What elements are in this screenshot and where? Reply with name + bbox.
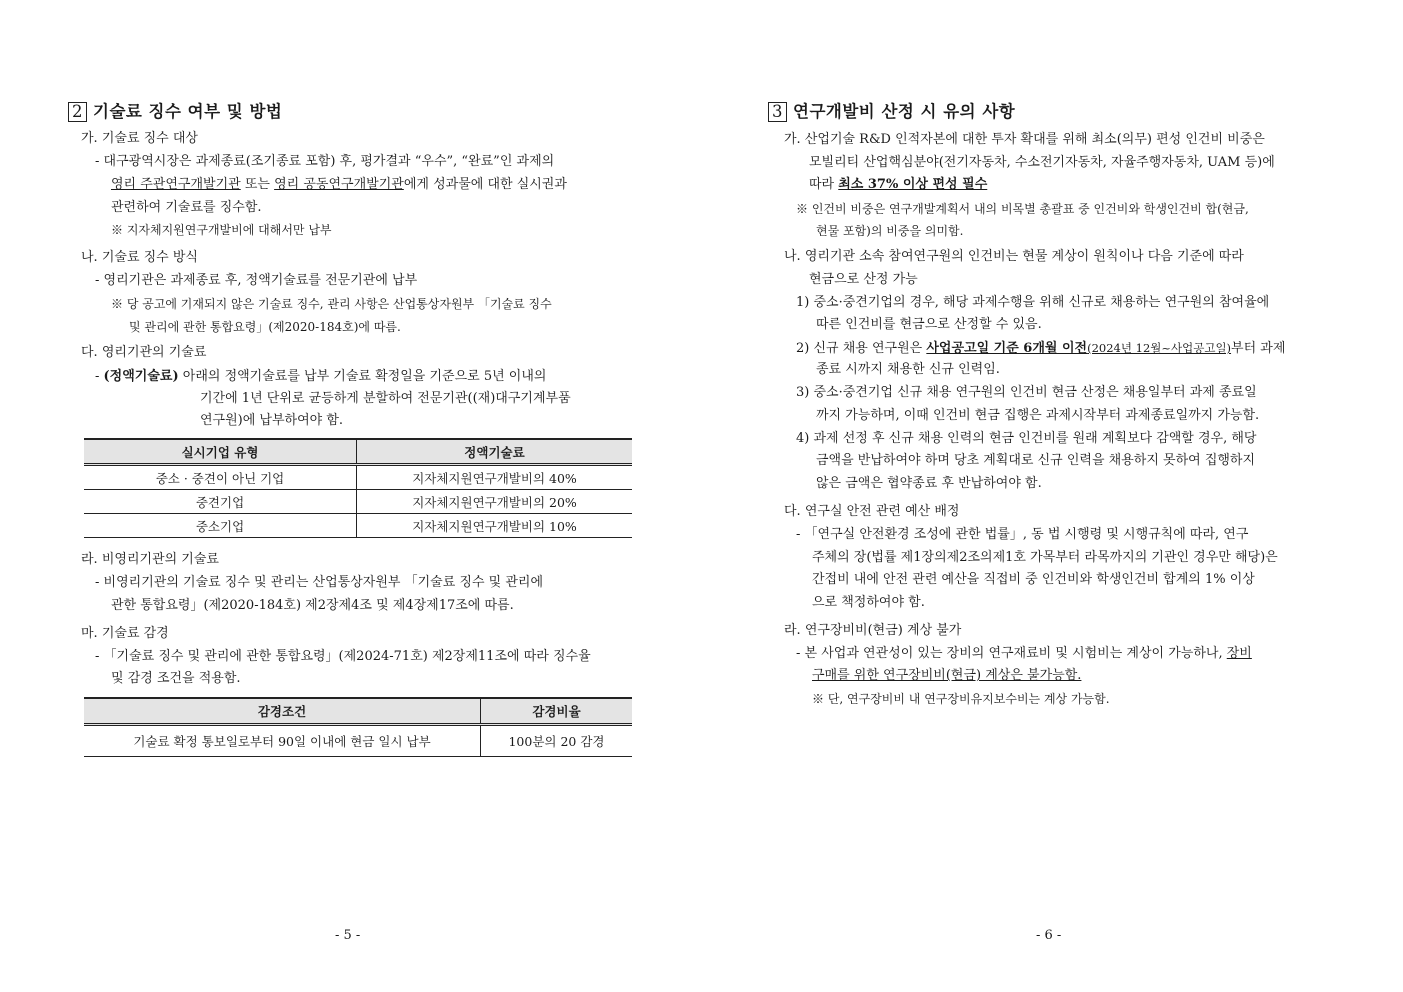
table-header: 정액기술료: [357, 439, 633, 465]
flat-fee-table: [84, 438, 632, 538]
heading-na: 나. 기술료 징수 방식: [81, 250, 198, 265]
emphasis-text: 사업공고일 기준 6개월 이전: [926, 341, 1088, 356]
note: ※ 지자체지원연구개발비에 대해서만 납부: [111, 223, 332, 237]
underlined-text: 영리 공동연구개발기관: [274, 177, 404, 192]
paragraph-line: - 비영리기관의 기술료 징수 및 관리는 산업통상자원부 「기술료 징수 및 관리에: [95, 575, 544, 590]
table-cell: 중소기업: [84, 514, 357, 538]
table-row: [84, 725, 632, 757]
emphasis-text: 최소 37% 이상 편성 필수: [838, 177, 988, 192]
table-header: 실시기업 유형: [84, 439, 357, 465]
note: ※ 단, 연구장비비 내 연구장비유지보수비는 계상 가능함.: [812, 692, 1110, 706]
paragraph-line: 가. 산업기술 R&D 인적자본에 대한 투자 확대를 위해 최소(의무) 편성 인건비 비중은: [784, 132, 1265, 147]
paragraph-line: 나. 영리기관 소속 참여연구원의 인건비는 현물 계상이 원칙이나 다음 기준에 따라: [784, 249, 1244, 264]
paragraph-line: 간접비 내에 안전 관련 예산을 직접비 중 인건비와 학생인건비 합계의 1% 이상: [812, 572, 1255, 587]
list-item: 4) 과제 선정 후 신규 채용 인력의 현금 인건비를 원래 계획보다 감액할 경우, 해당: [796, 431, 1257, 446]
paragraph-line: 모빌리티 산업핵심분야(전기자동차, 수소전기자동차, 자율주행자동차, UAM 등)에: [809, 155, 1275, 170]
paragraph-line: 연구원)에 납부하여야 함.: [200, 413, 344, 428]
note: 및 관리에 관한 통합요령」(제2020-184호)에 따름.: [129, 320, 401, 334]
reduction-table: [84, 697, 632, 757]
paragraph-line: 관련하여 기술료를 징수함.: [111, 200, 262, 215]
paragraph-line: - 「연구실 안전환경 조성에 관한 법률」, 동 법 시행령 및 시행규칙에 따라, 연구: [796, 527, 1249, 542]
list-item: 3) 중소·중견기업 신규 채용 연구원의 인건비 현금 산정은 채용일부터 과제 종료일: [796, 385, 1257, 400]
heading-ra: 라. 비영리기관의 기술료: [81, 552, 219, 567]
underlined-text: 구매를 위한 연구장비비(현금) 계상은 불가능함.: [812, 668, 1082, 683]
table-cell: 100분의 20 감경: [481, 725, 633, 757]
text: 에게 성과물에 대한 실시권과: [403, 177, 567, 192]
section-title-rd-cost: [768, 98, 1015, 122]
heading-ra: 라. 연구장비비(현금) 계상 불가: [784, 623, 962, 638]
table-cell: 중소 · 중견이 아닌 기업: [84, 465, 357, 490]
paragraph-line: 으로 책정하여야 함.: [812, 595, 925, 610]
paragraph-line: - 영리기관은 과제종료 후, 정액기술료를 전문기관에 납부: [95, 273, 418, 288]
text: 아래의 정액기술료를 납부 기술료 확정일을 기준으로 5년 이내의: [178, 369, 547, 384]
page-number: - 6 -: [1036, 928, 1062, 943]
list-item: 1) 중소·중견기업의 경우, 해당 과제수행을 위해 신규로 채용하는 연구원의 참여율에: [796, 295, 1270, 310]
underlined-text: 영리 주관연구개발기관: [111, 177, 241, 192]
list-item: 따른 인건비를 현금으로 산정할 수 있음.: [816, 317, 1042, 332]
table-row: [84, 514, 632, 538]
dash: -: [95, 369, 104, 384]
heading-ma: 마. 기술료 감경: [81, 626, 169, 641]
list-item: 종료 시까지 채용한 신규 인력임.: [816, 362, 1000, 377]
paragraph-line: [95, 369, 546, 385]
list-item: 까지 가능하며, 이때 인건비 현금 집행은 과제시작부터 과제종료일까지 가능함.: [816, 408, 1260, 423]
table-row: [84, 465, 632, 490]
page-number: - 5 -: [335, 928, 361, 943]
paragraph-line: 주체의 장(법률 제1장의제2조의제1호 가목부터 라목까지의 기관인 경우만 해당)은: [812, 550, 1278, 565]
text: 부터 과제: [1231, 341, 1286, 356]
section-title-text: 연구개발비 산정 시 유의 사항: [793, 102, 1016, 121]
underlined-text: (2024년 12월~사업공고일): [1087, 341, 1232, 355]
section-title-text: 기술료 징수 여부 및 방법: [93, 102, 283, 121]
paragraph-line: [796, 646, 1252, 662]
note: 현물 포함)의 비중을 의미함.: [816, 224, 964, 238]
table-header: 감경비율: [481, 698, 633, 725]
text: 따라: [809, 177, 839, 192]
list-item: 않은 금액은 협약종료 후 반납하여야 함.: [816, 476, 1042, 491]
paragraph-line: 관한 통합요령」(제2020-184호) 제2장제4조 및 제4장제17조에 따름.: [111, 598, 514, 613]
text: 또는: [240, 177, 275, 192]
section-number: 3: [768, 102, 787, 122]
paragraph-line: [809, 177, 987, 193]
paragraph-line: [812, 668, 1081, 684]
table-header: 감경조건: [84, 698, 481, 725]
table-cell: 지자체지원연구개발비의 20%: [357, 490, 633, 514]
paragraph-line: [111, 177, 567, 193]
page-left: [0, 0, 701, 992]
paragraph-line: 및 감경 조건을 적용함.: [111, 671, 241, 686]
page-right: [702, 0, 1403, 992]
underlined-text: 장비: [1226, 646, 1252, 661]
bold-label: (정액기술료): [103, 369, 179, 384]
table-cell: 지자체지원연구개발비의 40%: [357, 465, 633, 490]
paragraph-line: 기간에 1년 단위로 균등하게 분할하여 전문기관((재)대구기계부품: [200, 391, 571, 406]
list-item: 금액을 반납하여야 하며 당초 계획대로 신규 인력을 채용하지 못하여 집행하지: [816, 453, 1256, 468]
table-cell: 중견기업: [84, 490, 357, 514]
table-cell: 기술료 확정 통보일로부터 90일 이내에 현금 일시 납부: [84, 725, 481, 757]
table-row: [84, 490, 632, 514]
paragraph-line: - 대구광역시장은 과제종료(조기종료 포함) 후, 평가결과 “우수”, “완료”인 과제의: [95, 154, 555, 169]
heading-da: 다. 영리기관의 기술료: [81, 345, 207, 360]
paragraph-line: 현금으로 산정 가능: [809, 272, 918, 287]
text: 2) 신규 채용 연구원은: [796, 341, 927, 356]
paragraph-line: - 「기술료 징수 및 관리에 관한 통합요령」(제2024-71호) 제2장제11조에 따라 징수율: [95, 649, 591, 664]
note: ※ 인건비 비중은 연구개발계획서 내의 비목별 총괄표 중 인건비와 학생인건비 합(현금,: [796, 202, 1249, 216]
heading-da: 다. 연구실 안전 관련 예산 배정: [784, 504, 960, 519]
text: - 본 사업과 연관성이 있는 장비의 연구재료비 및 시험비는 계상이 가능하나,: [796, 646, 1227, 661]
table-cell: 지자체지원연구개발비의 10%: [357, 514, 633, 538]
heading-ga: 가. 기술료 징수 대상: [81, 131, 198, 146]
section-number: 2: [68, 102, 87, 122]
note: ※ 당 공고에 기재되지 않은 기술료 징수, 관리 사항은 산업통상자원부 「기술료 징수: [111, 297, 552, 311]
section-title-technology-fee: [68, 98, 282, 122]
list-item: [796, 340, 1285, 357]
